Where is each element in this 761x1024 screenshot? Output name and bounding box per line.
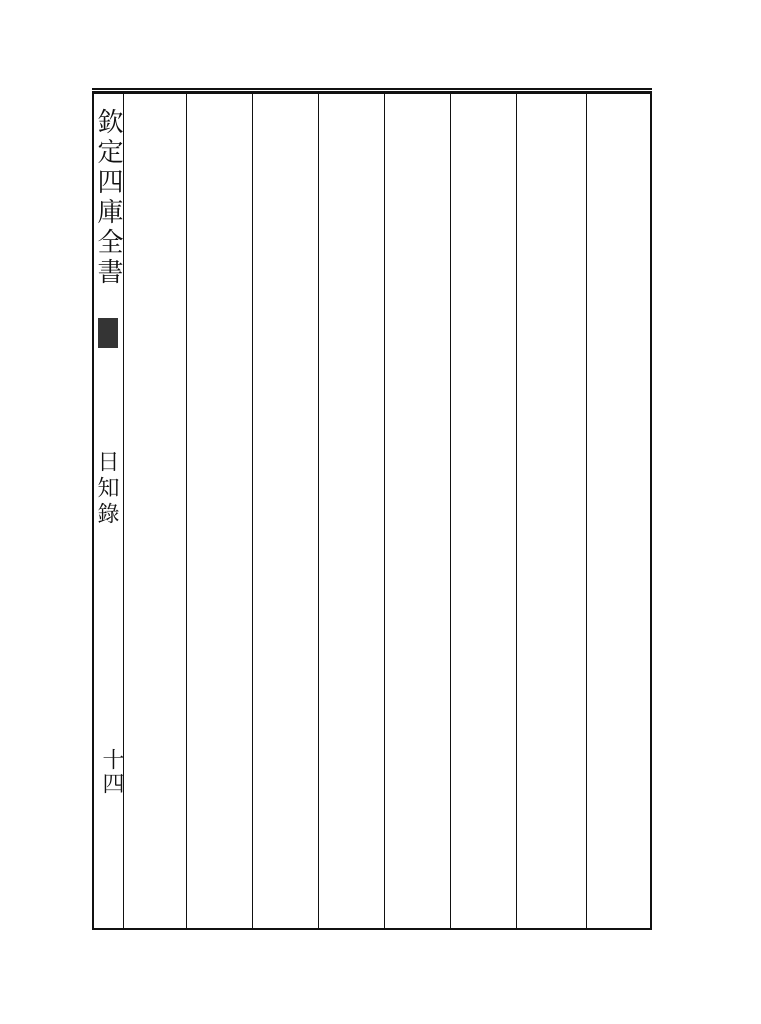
- text-column-5: [326, 98, 378, 924]
- column-rule: [384, 92, 385, 930]
- series-title: 欽定四庫全書: [93, 108, 123, 288]
- text-column-3: [458, 98, 510, 924]
- text-column-8: [130, 98, 182, 924]
- column-rule: [318, 92, 319, 930]
- text-column-2: [524, 98, 576, 924]
- page-number: 十四: [99, 748, 124, 796]
- text-column-4: [392, 98, 444, 924]
- text-column-7: [194, 98, 246, 924]
- column-rule: [186, 92, 187, 930]
- column-rule: [586, 92, 587, 930]
- text-column-1: [592, 98, 644, 924]
- column-rule: [252, 92, 253, 930]
- text-column-6: [260, 98, 312, 924]
- book-title: 日知錄: [94, 450, 119, 528]
- fish-tail-mark: [98, 318, 118, 348]
- column-rule: [450, 92, 451, 930]
- column-rule: [516, 92, 517, 930]
